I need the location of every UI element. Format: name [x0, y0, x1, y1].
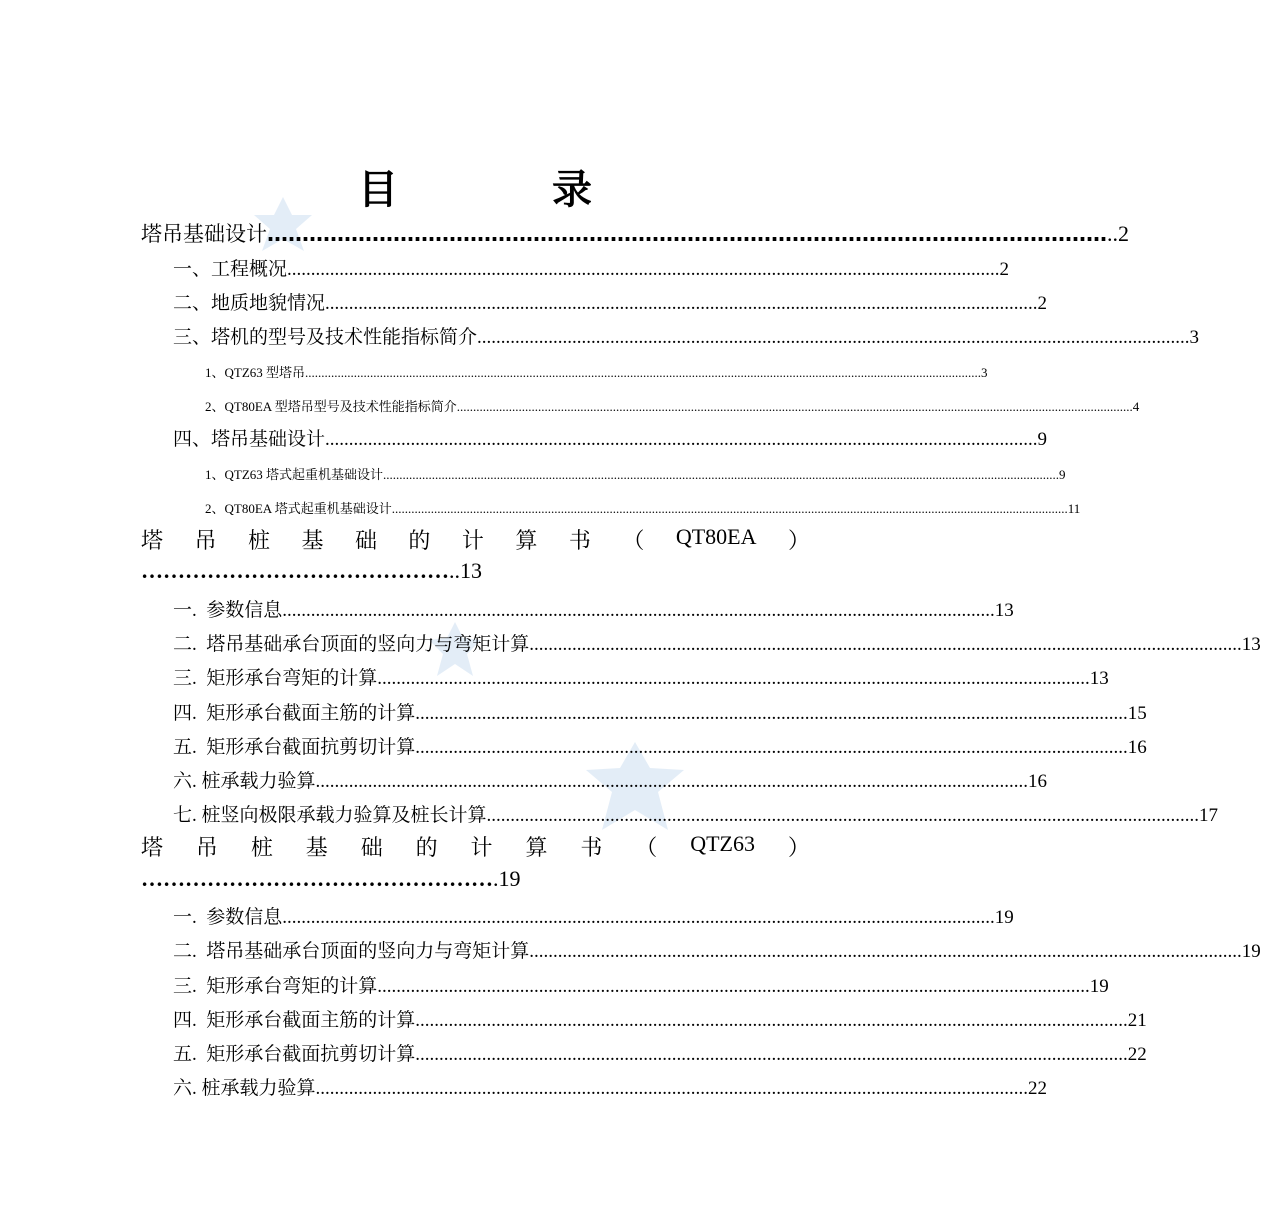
- heading-char: 桩: [247, 529, 270, 554]
- toc-leader: ......................................................................................................................................................: [315, 1078, 1029, 1099]
- toc-entry[interactable]: [173, 1005, 1147, 1032]
- toc-entry-text: 2、QT80EA 型塔吊型号及技术性能指标简介: [205, 399, 457, 414]
- toc-page-number: 13: [1089, 668, 1109, 689]
- toc-leader: ......................................................................................................................................................: [282, 907, 995, 928]
- heading-char: 书: [568, 529, 591, 554]
- toc-leader: ......................................................................................................................................................: [377, 976, 1090, 997]
- toc-section-continuation: [141, 866, 521, 892]
- toc-leader: ......................................................................................................................................................: [529, 634, 1242, 655]
- heading-char: 计: [470, 836, 493, 861]
- heading-char: QT80EA: [675, 524, 757, 549]
- toc-leader: …………………………………………………………………………………………………………: [267, 222, 1107, 246]
- heading-char: 础: [360, 836, 383, 861]
- toc-section-heading[interactable]: [141, 524, 810, 555]
- toc-entry-text: 四、塔吊基础设计: [173, 429, 326, 450]
- heading-char: ）: [787, 836, 810, 861]
- toc-entry-text: 五. 矩形承台截面抗剪切计算: [173, 737, 416, 758]
- heading-char: 桩: [250, 836, 273, 861]
- toc-entry-text: 2、QT80EA 塔式起重机基础设计: [205, 501, 392, 516]
- toc-leader: ................................................................................................................................................................................................................: [383, 467, 1060, 482]
- toc-page-number: 19: [994, 907, 1014, 928]
- toc-page-number: 17: [1199, 805, 1219, 826]
- toc-entry-text: 四. 矩形承台截面主筋的计算: [173, 703, 416, 724]
- toc-page-number: 19: [1241, 941, 1261, 962]
- toc-leader: ......................................................................................................................................................: [477, 327, 1190, 348]
- toc-page-number: 22: [1127, 1044, 1147, 1065]
- toc-entry-text: 1、QTZ63 塔式起重机基础设计: [205, 467, 384, 482]
- heading-char: 基: [301, 529, 324, 554]
- heading-char: 吊: [194, 529, 217, 554]
- toc-leader: ......................................................................................................................................................: [325, 293, 1038, 314]
- toc-entry-text: 二、地质地貌情况: [173, 293, 326, 314]
- toc-entry[interactable]: [141, 218, 1129, 248]
- toc-page-number: 4: [1132, 399, 1140, 414]
- toc-entry-text: 二. 塔吊基础承台顶面的竖向力与弯矩计算: [173, 941, 530, 962]
- heading-char: 础: [354, 529, 377, 554]
- toc-entry[interactable]: [173, 800, 1219, 827]
- toc-page-number: 11: [1067, 501, 1081, 516]
- toc-page-number: 9: [1037, 429, 1048, 450]
- toc-leader: ......................................................................................................................................................: [486, 805, 1200, 826]
- toc-leader: ......................................................................................................................................................: [377, 668, 1090, 689]
- toc-entry[interactable]: [173, 629, 1261, 656]
- toc-entry[interactable]: [173, 936, 1261, 963]
- toc-page-number: 22: [1028, 1078, 1048, 1099]
- toc-leader: ......................................................................................................................................................: [415, 737, 1128, 758]
- toc-leader: ................................................................................................................................................................................................................: [456, 399, 1133, 414]
- toc-entry[interactable]: [205, 464, 1066, 483]
- toc-entry[interactable]: [205, 396, 1140, 415]
- toc-leader: ................................................................................................................................................................................................................: [305, 365, 982, 380]
- toc-entry[interactable]: [173, 971, 1109, 998]
- toc-page-number: ..2: [1107, 221, 1129, 246]
- toc-page-number: .19: [493, 866, 521, 891]
- toc-entry[interactable]: [173, 254, 1010, 281]
- toc-entry[interactable]: [173, 595, 1014, 622]
- toc-entry-text: 七. 桩竖向极限承载力验算及桩长计算: [173, 805, 487, 826]
- heading-char: 基: [305, 836, 328, 861]
- heading-char: 算: [515, 529, 538, 554]
- toc-leader: ......................................................................................................................................................: [415, 1010, 1128, 1031]
- toc-page-number: 13: [994, 600, 1014, 621]
- toc-section-heading[interactable]: [141, 831, 810, 862]
- toc-page-number: 2: [999, 259, 1010, 280]
- toc-entry-text: 一. 参数信息: [173, 907, 283, 928]
- toc-entry-text: 1、QTZ63 型塔吊: [205, 365, 306, 380]
- toc-entry-text: 一. 参数信息: [173, 600, 283, 621]
- toc-entry-text: 一、工程概况: [173, 259, 288, 280]
- heading-char: 吊: [195, 836, 218, 861]
- toc-page-number: 16: [1028, 771, 1048, 792]
- toc-page-number: 3: [1189, 327, 1200, 348]
- toc-entry-text: 三. 矩形承台弯矩的计算: [173, 668, 378, 689]
- heading-char: ）: [787, 529, 810, 554]
- toc-entry[interactable]: [205, 498, 1081, 517]
- toc-leader: ......................................................................................................................................................: [415, 703, 1128, 724]
- toc-entry[interactable]: [173, 288, 1048, 315]
- toc-entry-text: 塔吊基础设计: [141, 222, 267, 246]
- toc-entry[interactable]: [173, 698, 1147, 725]
- toc-entry[interactable]: [173, 766, 1048, 793]
- toc-page-number: 21: [1127, 1010, 1147, 1031]
- toc-leader: ......................................................................................................................................................: [282, 600, 995, 621]
- heading-char: 算: [525, 836, 548, 861]
- heading-char: 书: [580, 836, 603, 861]
- toc-page-number: 13: [1241, 634, 1261, 655]
- toc-entry[interactable]: [173, 424, 1048, 451]
- toc-entry[interactable]: [205, 362, 988, 381]
- toc-page-number: 2: [1037, 293, 1048, 314]
- heading-char: （: [622, 529, 645, 554]
- toc-leader: ................................................................................................................................................................................................................: [391, 501, 1068, 516]
- toc-page-number: ..13: [449, 558, 482, 583]
- heading-char: 的: [415, 836, 438, 861]
- toc-leader: ......................................................................................................................................................: [315, 771, 1029, 792]
- toc-entry[interactable]: [173, 322, 1200, 349]
- toc-entry-text: 六. 桩承载力验算: [173, 771, 316, 792]
- toc-leader: ......................................................................................................................................................: [415, 1044, 1128, 1065]
- heading-char: 的: [408, 529, 431, 554]
- toc-page-number: 3: [981, 365, 988, 380]
- toc-entry-text: 四. 矩形承台截面主筋的计算: [173, 1010, 416, 1031]
- toc-page-number: 16: [1127, 737, 1147, 758]
- toc-leader: ......................................................................................................................................................: [325, 429, 1038, 450]
- toc-entry[interactable]: [173, 663, 1109, 690]
- toc-entry-text: 二. 塔吊基础承台顶面的竖向力与弯矩计算: [173, 634, 530, 655]
- page-title: 目 录: [358, 167, 662, 213]
- toc-leader: ......................................................................................................................................................: [529, 941, 1242, 962]
- toc-entry[interactable]: [173, 902, 1014, 929]
- toc-entry-text: 六. 桩承载力验算: [173, 1078, 316, 1099]
- toc-entry-text: 五. 矩形承台截面抗剪切计算: [173, 1044, 416, 1065]
- heading-char: 计: [461, 529, 484, 554]
- toc-entry[interactable]: [173, 732, 1147, 759]
- toc-page-number: 9: [1059, 467, 1066, 482]
- toc-entry[interactable]: [173, 1073, 1048, 1100]
- heading-char: 塔: [141, 529, 164, 554]
- toc-leader: ……………………………………: [141, 558, 449, 583]
- toc-leader: ......................................................................................................................................................: [287, 259, 1000, 280]
- toc-section-continuation: [141, 558, 482, 584]
- toc-page-number: 15: [1127, 703, 1147, 724]
- toc-entry[interactable]: [173, 1039, 1147, 1066]
- heading-char: 塔: [141, 836, 164, 861]
- toc-page-number: 19: [1089, 976, 1109, 997]
- toc-entry-text: 三. 矩形承台弯矩的计算: [173, 976, 378, 997]
- toc-leader: …………………………………………: [141, 866, 493, 891]
- heading-char: （: [635, 836, 658, 861]
- toc-entry-text: 三、塔机的型号及技术性能指标简介: [173, 327, 478, 348]
- heading-char: QTZ63: [690, 831, 755, 856]
